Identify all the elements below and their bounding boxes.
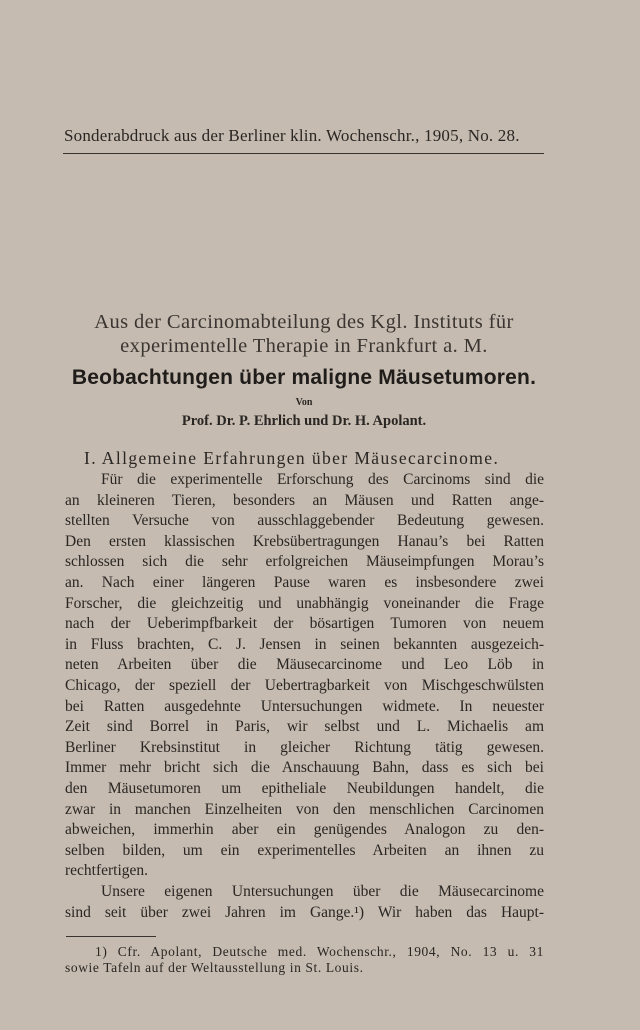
body-line: an. Nach einer längeren Pause waren es insbesondere zwei bbox=[65, 574, 544, 591]
department-line-1: Aus der Carcinomabteilung des Kgl. Instituts für bbox=[94, 311, 514, 333]
body-line: Immer mehr bricht sich die Anschauung Bahn, dass es sich bei bbox=[65, 759, 544, 777]
body-line: Chicago, der speziell der Uebertragbarkeit von Mischgeschwülsten bbox=[65, 677, 544, 694]
section-heading: I. Allgemeine Erfahrungen über Mäusecarcinome. bbox=[84, 448, 500, 468]
body-line: Zeit sind Borrel in Paris, wir selbst und L. Michaelis am bbox=[65, 718, 544, 736]
body-line: selben bilden, um ein experimentelles Arbeiten an ihnen zu bbox=[65, 841, 544, 859]
body-line: schlossen sich die sehr erfolgreichen Mäuseimpfungen Morau’s bbox=[65, 553, 544, 571]
footnote-line-2: sowie Tafeln auf der Weltausstellung in St. Louis. bbox=[65, 960, 364, 975]
footnote-line-1: 1) Cfr. Apolant, Deutsche med. Wochenschr., 1904, No. 13 u. 31 bbox=[95, 944, 544, 959]
body-line: den Mäusetumoren um epitheliale Neubildungen handelt, die bbox=[65, 780, 544, 797]
footnote-rule bbox=[66, 936, 156, 937]
body-line: Für die experimentelle Erforschung des Carcinoms sind die bbox=[101, 471, 544, 488]
body-line: an kleineren Tieren, besonders an Mäusen und Ratten ange- bbox=[65, 491, 544, 509]
body-line: neten Arbeiten über die Mäusecarcinome und Leo Löb in bbox=[65, 656, 544, 674]
body-line: zwar in manchen Einzelheiten von den menschlichen Carcinomen bbox=[65, 800, 544, 818]
body-line: Unsere eigenen Untersuchungen über die Mäusecarcinome bbox=[101, 883, 544, 900]
byline-von: Von bbox=[295, 397, 313, 408]
body-line: Den ersten klassischen Krebsübertragungen Hanau’s bei Ratten bbox=[65, 532, 544, 550]
body-line: rechtfertigen. bbox=[65, 862, 149, 880]
body-line: nach der Ueberimpfbarkeit der bösartigen Tumoren von neuem bbox=[65, 615, 544, 633]
byline-authors: Prof. Dr. P. Ehrlich und Dr. H. Apolant. bbox=[181, 413, 427, 429]
department-line-2: experimentelle Therapie in Frankfurt a. M. bbox=[120, 335, 488, 357]
body-line: bei Ratten ausgedehnte Untersuchungen widmete. In neuester bbox=[65, 697, 544, 715]
body-line: Berliner Krebsinstitut in gleicher Richtung tätig gewesen. bbox=[65, 738, 544, 756]
body-line: abweichen, immerhin aber ein genügendes Analogon zu den- bbox=[65, 821, 544, 839]
article-title: Beobachtungen über maligne Mäusetumoren. bbox=[71, 366, 537, 389]
offprint-header: Sonderabdruck aus der Berliner klin. Wochenschr., 1905, No. 28. bbox=[64, 126, 520, 145]
body-line: Forscher, die gleichzeitig und unabhängig voneinander die Frage bbox=[65, 594, 544, 612]
body-line: stellten Versuche von ausschlaggebender Bedeutung gewesen. bbox=[65, 512, 544, 530]
header-rule bbox=[63, 153, 544, 154]
body-line: in Fluss brachten, C. J. Jensen in seinen bekannten ausgezeich- bbox=[65, 635, 544, 653]
body-line: sind seit über zwei Jahren im Gange.¹) Wir haben das Haupt- bbox=[65, 903, 544, 921]
